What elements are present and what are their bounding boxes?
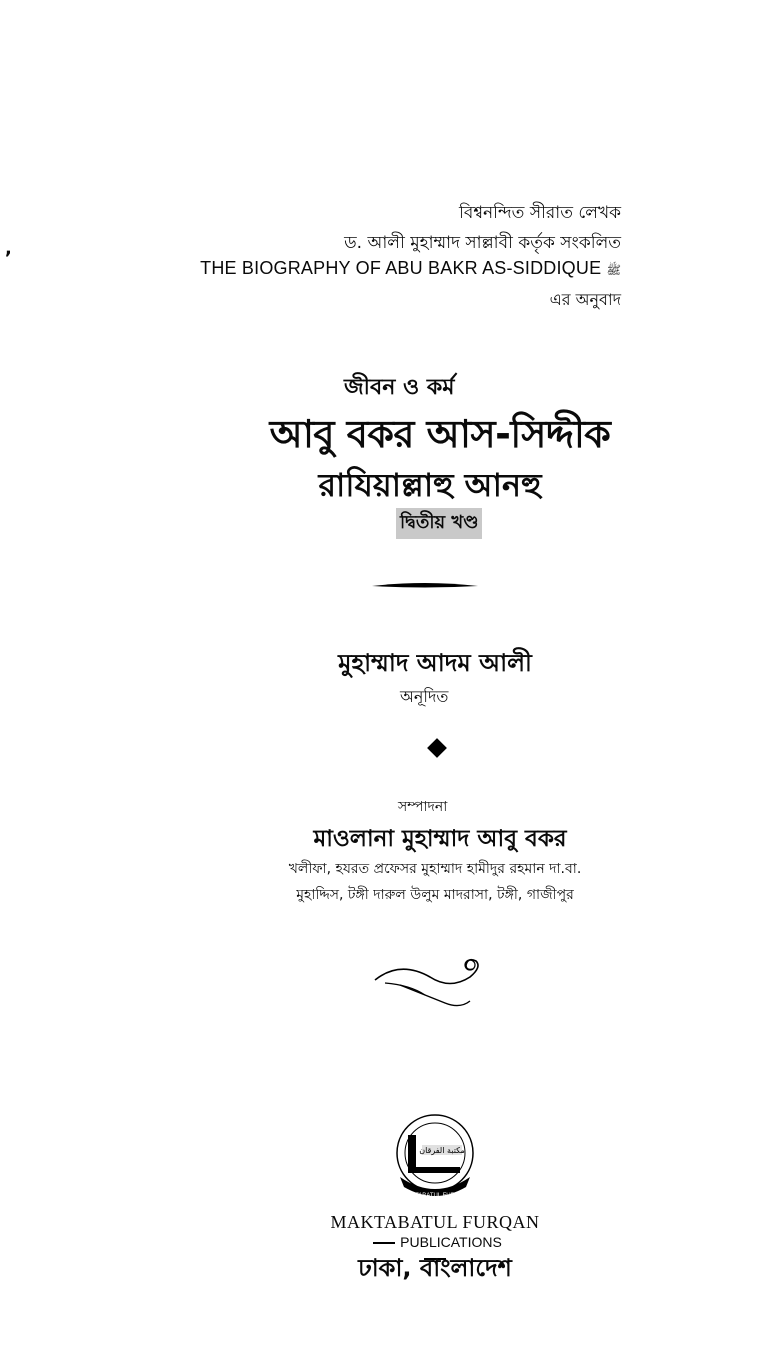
swirl-ornament <box>370 955 500 1015</box>
logo-ring-text: MAKTABATUL FURQAN <box>402 1193 468 1199</box>
honorific-glyph: ﷺ <box>606 263 621 277</box>
editor-info-line-1: খলীফা, হযরত প্রফেসর মুহাম্মাদ হামীদুর রহমান দা.বা. <box>288 861 582 877</box>
translator-role: অনূদিত <box>400 687 449 706</box>
translator-name: মুহাম্মাদ আদম আলী <box>338 649 532 677</box>
editor-name: মাওলানা মুহাম্মাদ আবু বকর <box>313 826 567 852</box>
publisher-city: ঢাকা, বাংলাদেশ <box>358 1254 512 1282</box>
rule-left <box>373 1242 395 1244</box>
author-compiled-by: ড. আলী মুহাম্মাদ সাল্লাবী কর্তৃক সংকলিত <box>344 233 621 253</box>
editor-info-line-2: মুহাদ্দিস, টঙ্গী দারুল উলুম মাদরাসা, টঙ্গী, গাজীপুর <box>296 887 574 903</box>
original-title-text: THE BIOGRAPHY OF ABU BAKR AS-SIDDIQUE <box>200 258 602 278</box>
publisher-logo <box>370 1105 500 1205</box>
original-title <box>200 258 621 280</box>
publisher-name: MAKTABATUL FURQAN <box>330 1212 540 1232</box>
book-title: আবু বকর আস-সিদ্দীক <box>269 412 611 456</box>
book-subtitle: জীবন ও কর্ম <box>344 375 455 400</box>
editor-label: সম্পাদনা <box>398 799 448 815</box>
book-honorific: রাযিয়াল্লাহু আনহু <box>318 466 542 504</box>
publisher-sub-text: PUBLICATIONS <box>400 1234 502 1250</box>
author-descriptor: বিশ্বনন্দিত সীরাত লেখক <box>459 203 621 223</box>
volume-label: দ্বিতীয় খণ্ড <box>396 508 482 539</box>
stray-mark: , <box>5 238 12 259</box>
diamond-ornament <box>427 738 447 758</box>
logo-arabic-text: مكتبة الفرقان <box>419 1146 465 1155</box>
translation-note: এর অনুবাদ <box>549 290 621 309</box>
title-divider <box>370 578 480 594</box>
